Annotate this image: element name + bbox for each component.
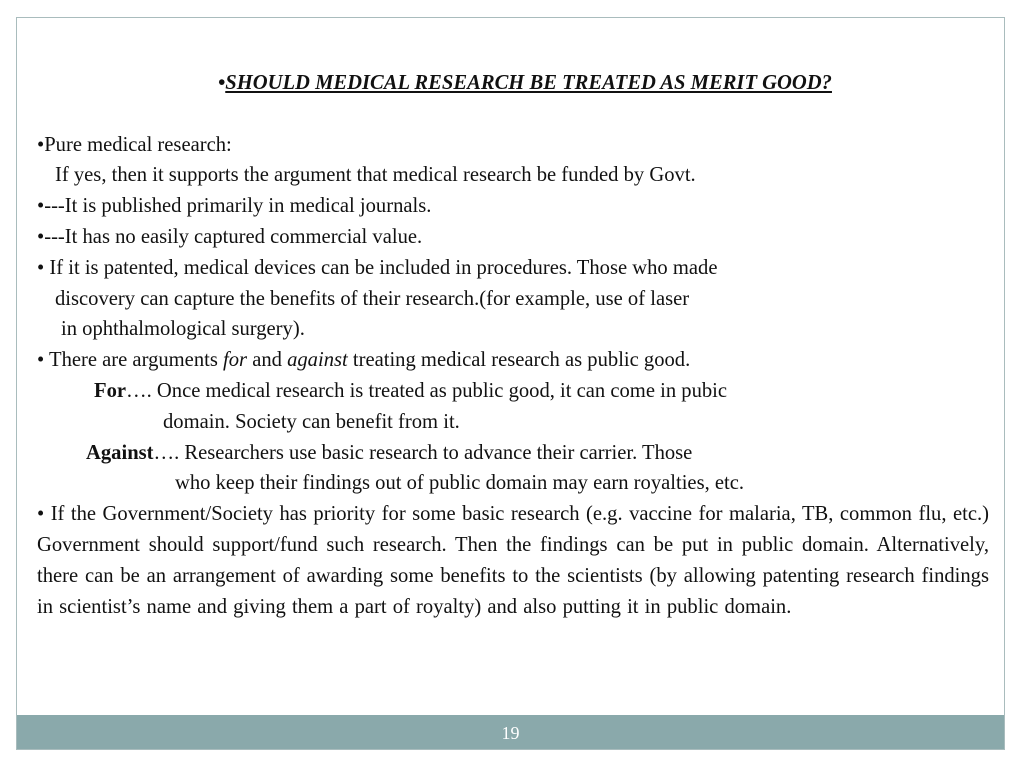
arguments-bullet [37, 345, 989, 376]
spacer [37, 99, 989, 130]
against-text: …. Researchers use basic research to advance their carrier. Those [153, 441, 693, 464]
patented-bullet-line-1: • If it is patented, medical devices can be included in procedures. Those who made [37, 256, 718, 279]
slide-content [37, 68, 989, 622]
published-bullet: •---It is published primarily in medical journals. [37, 195, 432, 218]
arguments-suffix: treating medical research as public good. [347, 349, 691, 372]
pure-research-continuation: If yes, then it supports the argument that medical research be funded by Govt. [55, 164, 696, 187]
commercial-value-bullet: •---It has no easily captured commercial value. [37, 225, 423, 248]
footer-bar [17, 715, 1004, 749]
for-label: For [94, 379, 127, 402]
patented-bullet-line-2: discovery can capture the benefits of their research.(for example, use of laser [55, 287, 690, 310]
pure-research-bullet: •Pure medical research: [37, 133, 232, 156]
for-argument [37, 376, 989, 407]
patented-bullet-line-3: in ophthalmological surgery). [61, 318, 305, 341]
arguments-and-word: and [247, 349, 288, 372]
title-text: SHOULD MEDICAL RESEARCH BE TREATED AS MERIT GOOD? [225, 72, 832, 94]
page-number: 19 [501, 723, 520, 743]
title-bullet: • [218, 72, 226, 94]
against-argument-continuation: who keep their findings out of public domain may earn royalties, etc. [175, 472, 745, 495]
arguments-prefix: • There are arguments [37, 349, 223, 372]
slide-frame [16, 17, 1005, 750]
arguments-against-word: against [287, 349, 348, 372]
against-argument [37, 438, 989, 469]
against-label: Against [86, 441, 154, 464]
arguments-for-word: for [223, 349, 248, 372]
for-text: …. Once medical research is treated as public good, it can come in pubic [126, 379, 728, 402]
slide-title [37, 68, 989, 99]
for-argument-continuation: domain. Society can benefit from it. [163, 410, 460, 433]
government-paragraph: • If the Government/Society has priority for some basic research (e.g. vaccine for malaria, TB, common flu, etc.) Government should support/fund such research. Then the findings can be put in public domain. Alternatively, there can be an arrangement of awarding some benefits to the scientists (by allowing patenting research findings in scientist’s name and giving them a part of royalty) and also putting it in public domain. [37, 503, 989, 618]
